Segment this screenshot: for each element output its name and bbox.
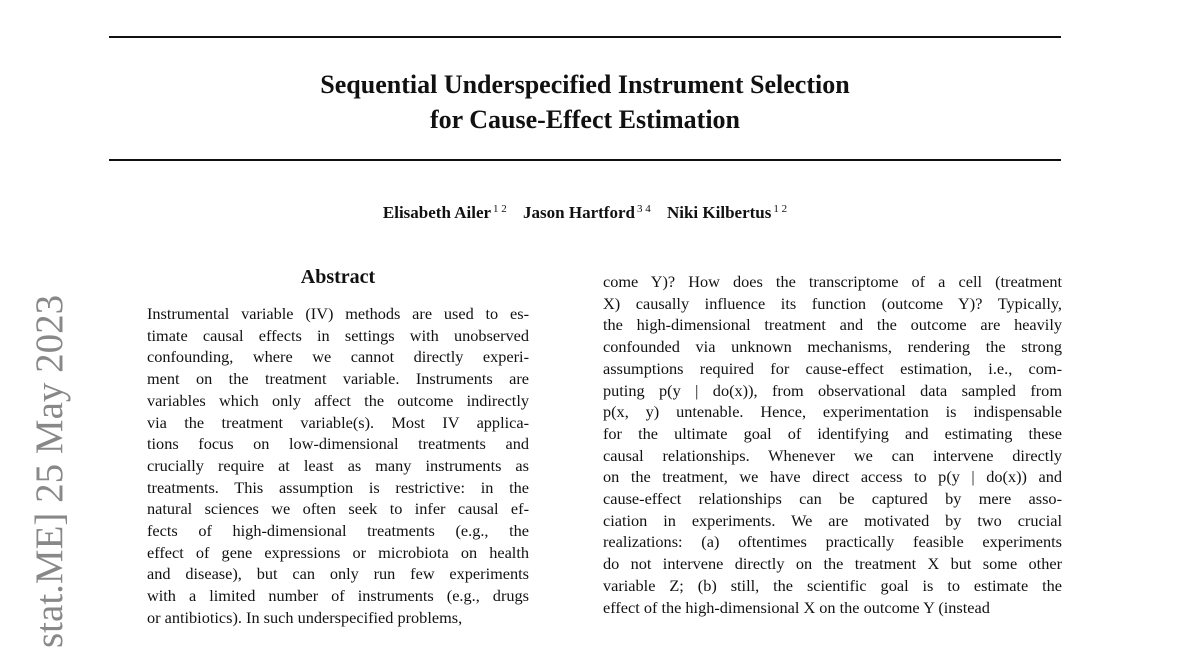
paper-title	[109, 67, 1061, 137]
author-affiliation: 1 2	[493, 203, 507, 215]
author-name: Elisabeth Ailer	[382, 203, 492, 222]
title-line-2: for Cause-Effect Estimation	[429, 105, 741, 134]
author-affiliation: 3 4	[636, 203, 651, 215]
abstract-line: and disease), but can only run few experiments	[147, 564, 529, 584]
abstract-line: crucially require at least as many instruments as	[147, 455, 529, 475]
abstract-line: tions focus on low-dimensional treatments and	[147, 434, 529, 454]
body-text-line: assumptions required for cause-effect estimation, i.e., com-	[603, 358, 1062, 378]
abstract-line: via the treatment variable(s). Most IV applica-	[147, 412, 529, 432]
body-text-line: p(x, y) untenable. Hence, experimentation is indispensable	[603, 402, 1062, 422]
abstract-heading: Abstract	[300, 266, 376, 288]
abstract-line: timate causal effects in settings with unobserved	[147, 325, 529, 345]
body-text-line: realizations: (a) oftentimes practically feasible experiments	[603, 532, 1062, 552]
author-3	[667, 203, 787, 222]
body-text-line: on the treatment, we have direct access to p(y | do(x)) and	[603, 467, 1062, 487]
body-text-line: puting p(y | do(x)), from observational data sampled from	[603, 380, 1062, 400]
body-text-line: the high-dimensional treatment and the outcome are heavily	[603, 315, 1062, 335]
abstract-line: variables which only affect the outcome indirectly	[147, 390, 529, 410]
author-1	[383, 203, 507, 222]
abstract-line: natural sciences we often seek to infer causal ef-	[147, 499, 529, 519]
abstract-line: confounding, where we cannot directly experi-	[147, 347, 529, 367]
body-text-line: causal relationships. Whenever we can intervene directly	[603, 445, 1062, 465]
abstract-line: fects of high-dimensional treatments (e.g., the	[147, 521, 529, 541]
body-text-line: cause-effect relationships can be captured by mere asso-	[603, 489, 1062, 509]
author-affiliation: 1 2	[773, 203, 788, 215]
abstract-body	[147, 303, 529, 629]
abstract-line: treatments. This assumption is restrictive: in the	[147, 477, 529, 497]
arxiv-side-stamp: stat.ME] 25 May 2023	[28, 294, 71, 648]
body-text-line: confounded via unknown mechanisms, rendering the strong	[603, 337, 1062, 357]
author-name: Niki Kilbertus	[666, 203, 772, 222]
body-text-line: come Y)? How does the transcriptome of a cell (treatment	[603, 272, 1062, 291]
intro-body	[603, 271, 1062, 618]
top-rule	[109, 36, 1061, 38]
title-bottom-rule	[109, 159, 1061, 161]
body-text-line: do not intervene directly on the treatment X but some other	[603, 554, 1062, 574]
body-text-line: ciation in experiments. We are motivated by two crucial	[603, 510, 1062, 530]
author-list	[109, 203, 1061, 223]
body-text-line: for the ultimate goal of identifying and estimating these	[603, 423, 1062, 443]
abstract-line: ment on the treatment variable. Instruments are	[147, 369, 529, 389]
abstract-line: effect of gene expressions or microbiota on health	[147, 542, 529, 562]
abstract-line: or antibiotics). In such underspecified problems,	[147, 607, 463, 627]
body-text-line: variable Z; (b) still, the scientific goal is to estimate the	[603, 575, 1062, 595]
abstract-line: with a limited number of instruments (e.g., drugs	[147, 586, 529, 606]
body-text-line: X) causally influence its function (outcome Y)? Typically,	[603, 293, 1062, 313]
abstract-line: Instrumental variable (IV) methods are used to es-	[147, 304, 529, 323]
author-name: Jason Hartford	[523, 203, 635, 222]
title-line-1: Sequential Underspecified Instrument Selection	[320, 70, 850, 99]
author-2	[523, 203, 651, 222]
body-text-line: effect of the high-dimensional X on the outcome Y (instead	[603, 597, 990, 617]
